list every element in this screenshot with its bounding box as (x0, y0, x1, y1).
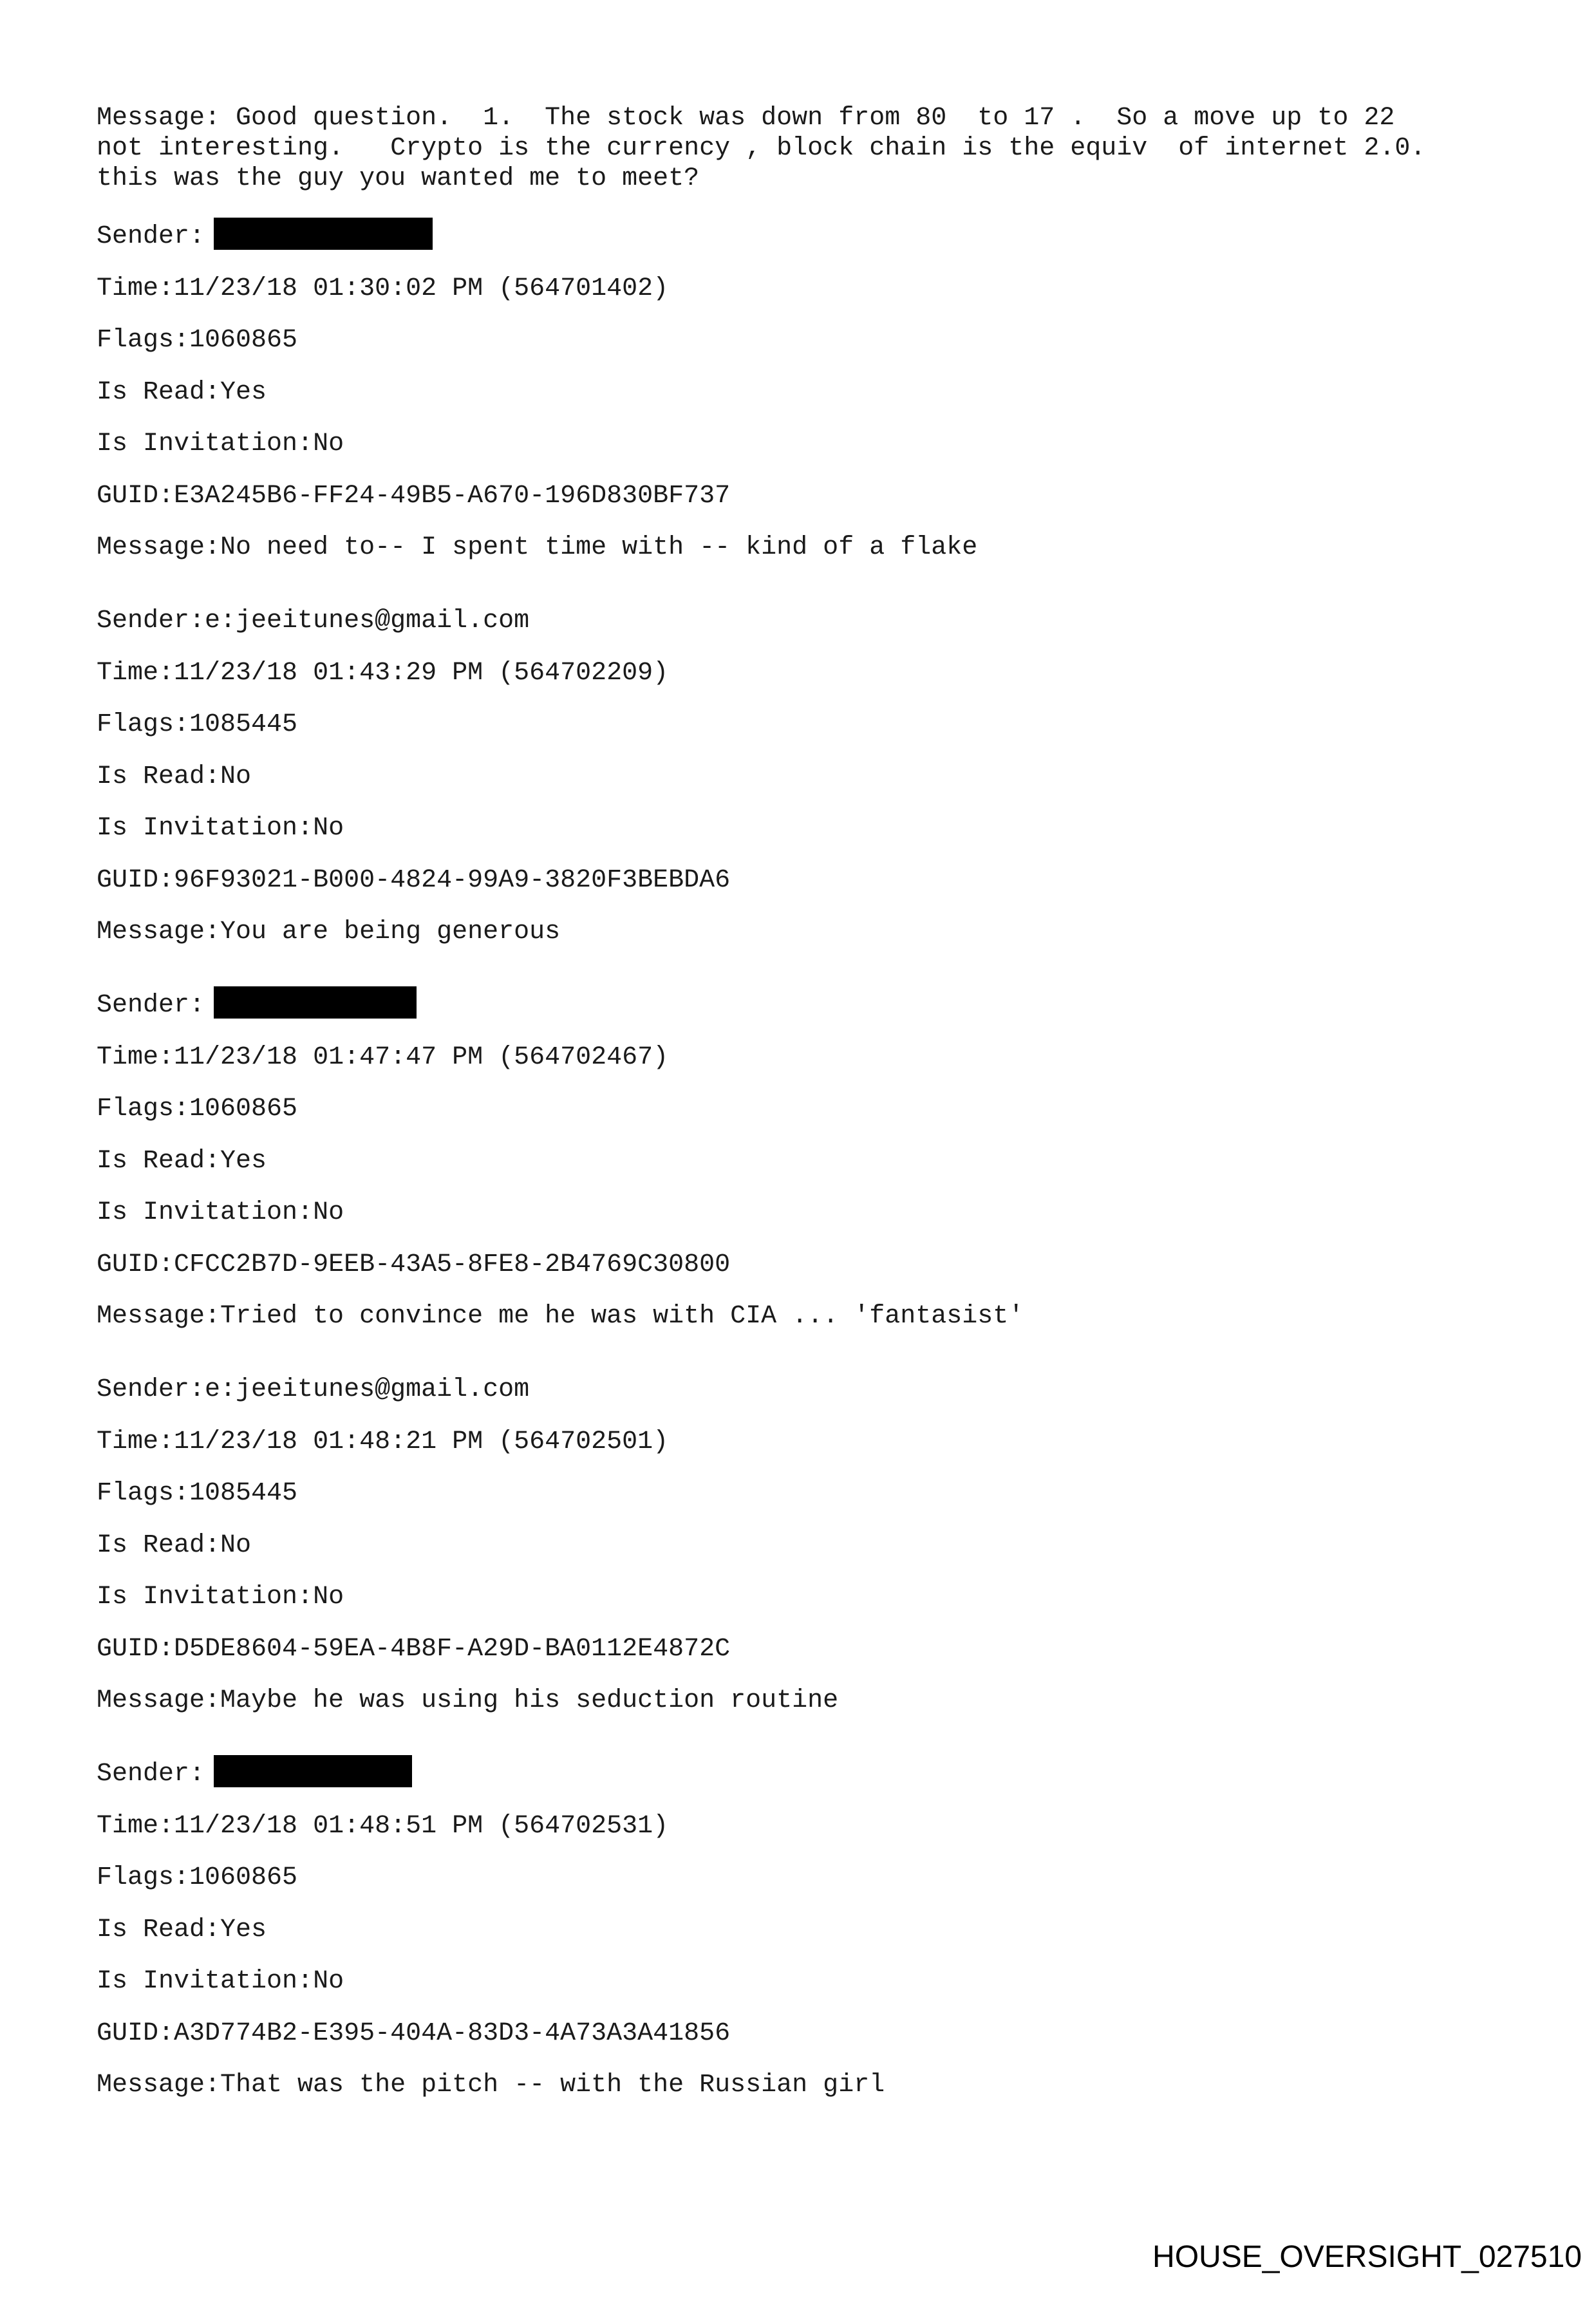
is-invitation-value: No (313, 1583, 344, 1612)
sender-label: Sender: (97, 606, 205, 635)
message-label: Message: (97, 533, 221, 562)
message-value: That was the pitch -- with the Russian girl (220, 2071, 885, 2100)
message-record (97, 990, 1526, 1375)
flags-value: 1085445 (189, 1479, 298, 1508)
time-value: 11/23/18 01:47:47 PM (564702467) (174, 1042, 669, 1072)
is-read-row (97, 377, 1526, 429)
sender-label: Sender: (97, 1375, 205, 1404)
time-value: 11/23/18 01:48:51 PM (564702531) (174, 1811, 669, 1841)
message-row (97, 1686, 1526, 1759)
flags-value: 1060865 (189, 1095, 298, 1123)
sender-label: Sender: (97, 222, 205, 251)
is-invitation-label: Is Invitation: (97, 1967, 314, 1996)
is-invitation-label: Is Invitation: (97, 429, 314, 458)
is-invitation-row (97, 429, 1526, 481)
continued-message-line: not interesting. Crypto is the currency , block chain is the equiv of internet 2.0. (97, 134, 1426, 163)
is-read-label: Is Read: (97, 1146, 221, 1176)
is-read-value: Yes (220, 377, 267, 407)
message-value: Maybe he was using his seduction routine (220, 1686, 839, 1715)
time-label: Time: (97, 1427, 174, 1456)
is-read-value: No (220, 762, 252, 791)
sender-value: e:jeeitunes@gmail.com (205, 606, 530, 635)
time-row (97, 1427, 1526, 1479)
redaction-box (214, 1755, 412, 1787)
guid-label: GUID: (97, 865, 174, 895)
continued-message-line: Message: Good question. 1. The stock was down from 80 to 17 . So a move up to 22 (97, 104, 1395, 133)
flags-label: Flags: (97, 710, 190, 739)
redaction-box (214, 986, 417, 1019)
guid-value: 96F93021-B000-4824-99A9-3820F3BEBDA6 (174, 865, 731, 895)
flags-row (97, 710, 1526, 762)
message-log-page (97, 103, 1526, 2143)
is-read-label: Is Read: (97, 762, 221, 791)
is-read-row (97, 1146, 1526, 1198)
is-invitation-value: No (313, 814, 344, 843)
message-record (97, 606, 1526, 990)
sender-row (97, 1375, 1526, 1427)
time-label: Time: (97, 1811, 174, 1841)
flags-label: Flags: (97, 1479, 190, 1508)
guid-row (97, 1634, 1526, 1686)
time-label: Time: (97, 1042, 174, 1072)
is-read-label: Is Read: (97, 1915, 221, 1944)
is-read-value: Yes (220, 1915, 267, 1944)
time-label: Time: (97, 658, 174, 688)
is-invitation-label: Is Invitation: (97, 1198, 314, 1227)
bates-number: HOUSE_OVERSIGHT_027510 (1152, 2240, 1582, 2274)
message-value: No need to-- I spent time with -- kind of a flake (220, 533, 978, 562)
message-value: Tried to convince me he was with CIA ... 'fantasist' (220, 1302, 1024, 1331)
flags-row (97, 1863, 1526, 1915)
flags-label: Flags: (97, 326, 190, 355)
message-record (97, 1375, 1526, 1759)
is-invitation-value: No (313, 1198, 344, 1227)
sender-row (97, 221, 1526, 274)
sender-label: Sender: (97, 1760, 205, 1789)
sender-row (97, 990, 1526, 1042)
message-label: Message: (97, 917, 221, 946)
is-invitation-row (97, 1198, 1526, 1250)
flags-label: Flags: (97, 1863, 190, 1892)
guid-label: GUID: (97, 1250, 174, 1279)
guid-label: GUID: (97, 1634, 174, 1664)
flags-value: 1060865 (189, 326, 298, 355)
flags-label: Flags: (97, 1095, 190, 1123)
time-value: 11/23/18 01:30:02 PM (564701402) (174, 274, 669, 303)
is-read-value: No (220, 1530, 252, 1560)
continued-message (97, 103, 1526, 194)
is-read-value: Yes (220, 1146, 267, 1176)
message-record (97, 1759, 1526, 2143)
is-invitation-row (97, 1582, 1526, 1634)
is-invitation-row (97, 1966, 1526, 2018)
is-invitation-row (97, 813, 1526, 865)
is-invitation-value: No (313, 429, 344, 458)
guid-value: D5DE8604-59EA-4B8F-A29D-BA0112E4872C (174, 1634, 731, 1664)
guid-label: GUID: (97, 2018, 174, 2048)
flags-row (97, 325, 1526, 377)
time-row (97, 658, 1526, 710)
guid-label: GUID: (97, 481, 174, 511)
sender-row (97, 606, 1526, 658)
is-invitation-label: Is Invitation: (97, 1583, 314, 1612)
sender-row (97, 1759, 1526, 1811)
time-value: 11/23/18 01:43:29 PM (564702209) (174, 658, 669, 688)
flags-value: 1060865 (189, 1863, 298, 1892)
flags-value: 1085445 (189, 710, 298, 739)
time-value: 11/23/18 01:48:21 PM (564702501) (174, 1427, 669, 1456)
time-row (97, 1811, 1526, 1863)
flags-row (97, 1478, 1526, 1530)
flags-row (97, 1094, 1526, 1146)
time-row (97, 1042, 1526, 1095)
is-invitation-value: No (313, 1967, 344, 1996)
guid-row (97, 1250, 1526, 1302)
guid-row (97, 481, 1526, 533)
sender-label: Sender: (97, 991, 205, 1020)
message-row (97, 917, 1526, 990)
guid-value: E3A245B6-FF24-49B5-A670-196D830BF737 (174, 481, 731, 511)
guid-row (97, 865, 1526, 917)
is-read-row (97, 1915, 1526, 1967)
is-invitation-label: Is Invitation: (97, 814, 314, 843)
redaction-box (214, 218, 433, 250)
continued-message-line: this was the guy you wanted me to meet? (97, 164, 700, 193)
sender-value: e:jeeitunes@gmail.com (205, 1375, 530, 1404)
message-row (97, 1301, 1526, 1375)
is-read-row (97, 762, 1526, 814)
guid-value: CFCC2B7D-9EEB-43A5-8FE8-2B4769C30800 (174, 1250, 731, 1279)
time-row (97, 274, 1526, 326)
message-row (97, 532, 1526, 606)
message-label: Message: (97, 1686, 221, 1715)
is-read-label: Is Read: (97, 1530, 221, 1560)
is-read-label: Is Read: (97, 377, 221, 407)
time-label: Time: (97, 274, 174, 303)
message-record (97, 221, 1526, 606)
message-label: Message: (97, 2071, 221, 2100)
message-row (97, 2070, 1526, 2143)
is-read-row (97, 1530, 1526, 1583)
message-label: Message: (97, 1302, 221, 1331)
guid-row (97, 2018, 1526, 2071)
message-value: You are being generous (220, 917, 561, 946)
guid-value: A3D774B2-E395-404A-83D3-4A73A3A41856 (174, 2018, 731, 2048)
